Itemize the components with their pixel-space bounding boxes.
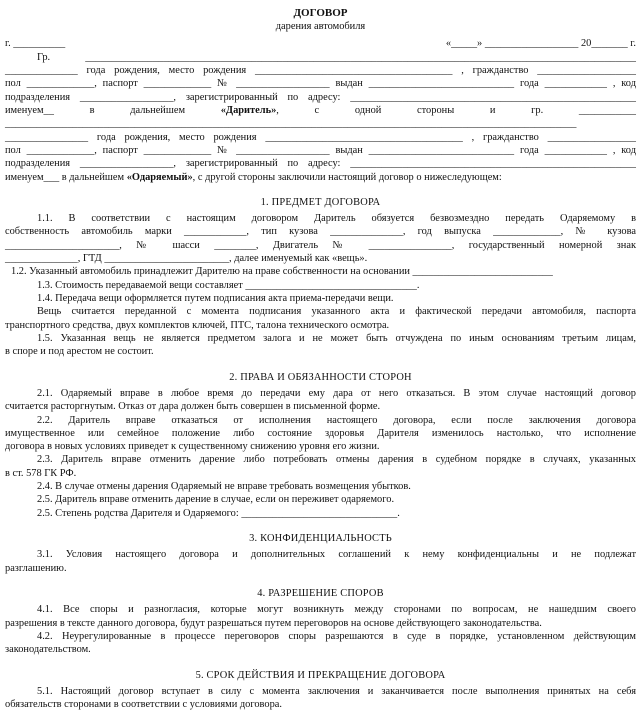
clause-line: 1.1. В соответствии с настоящим договором Даритель обязуется безвозмездно передать Одаряемому в [37, 213, 636, 225]
party-line: ______________ года рождения, место рождения ______________________________________ , гражданство ___________________ [5, 65, 636, 77]
party-line: пол _____________, паспорт _____________ № __________________ выдан ____________________________ года ____________ , код [5, 78, 636, 90]
party-line: именуем__ в дальнейшем «Даритель», с одной стороны и гр. ___________ [5, 104, 636, 116]
party-line: пол _____________, паспорт _____________ № __________________ выдан ____________________________ года ____________ , код [5, 144, 636, 156]
section [5, 669, 636, 711]
clause-line: 2.3. Даритель вправе отменить дарение либо потребовать отмены дарения в судебном порядке в случаях, указанных [37, 454, 636, 466]
clause-line: транспортного средства, двух комплектов ключей, ПТС, талона технического осмотра. [5, 319, 390, 331]
clause-line: в споре и под арестом не состоит. [5, 346, 154, 358]
city-field: г. __________ [5, 38, 66, 50]
clause-line: разглашению. [5, 562, 67, 574]
clause-line: 4.2. Неурегулированные в процессе переговоров споры разрешаются в суде в порядке, установленном действующим [37, 630, 636, 642]
clause-line: 1.5. Указанная вещь не является предметом залога и не может быть отчуждена по иным основаниям третьим лицам, [37, 332, 636, 344]
role-name: «Даритель» [220, 104, 277, 116]
parties-block [5, 51, 636, 184]
clause-line: 1.2. Указанный автомобиль принадлежит Дарителю на праве собственности на основании ___________________________ [11, 266, 553, 278]
clause-line: 4.1. Все споры и разногласия, которые могут возникнуть между сторонами по вопросам, не нашедшим своего [37, 604, 636, 616]
clause-line: Вещь считается переданной с момента подписания указанного акта и фактической передачи автомобиля, паспорта [37, 306, 636, 318]
clause-line: считается расторгнутым. Отказ от дара должен быть совершен в письменной форме. [5, 401, 381, 413]
role-name: «Одаряемый» [126, 171, 193, 183]
clause-line: 2.2. Даритель вправе отказаться от исполнения настоящего договора, если после заключения договора [37, 414, 636, 426]
place-date-line [5, 37, 636, 50]
document-title: ДОГОВОР [293, 7, 348, 19]
section [5, 587, 636, 657]
clause-line: 5.1. Настоящий договор вступает в силу с момента заключения и заканчивается после выполнения принятых на себя [37, 685, 636, 697]
clause-line: ______________, ГТД ________________________, далее именуемый как «вещь». [5, 253, 368, 265]
sections-container [5, 196, 636, 711]
clause-line: договора в новых условиях приведет к существенному снижению уровня его жизни. [5, 441, 380, 453]
section-heading: 4. РАЗРЕШЕНИЕ СПОРОВ [257, 587, 384, 599]
clause-line: законодательством. [5, 644, 91, 656]
section-heading: 5. СРОК ДЕЙСТВИЯ И ПРЕКРАЩЕНИЕ ДОГОВОРА [195, 669, 446, 681]
clause-line: 1.3. Стоимость передаваемой вещи составляет _________________________________. [37, 279, 420, 291]
section-heading: 2. ПРАВА И ОБЯЗАННОСТИ СТОРОН [229, 371, 412, 383]
clause-line: 2.5. Даритель вправе отменить дарение в случае, если он переживет одаряемого. [37, 494, 395, 506]
party-line: Гр. __________________________________________________________________________________________________________ [37, 51, 636, 63]
date-field: «_____» __________________ 20_______ г. [445, 38, 636, 50]
section [5, 196, 636, 359]
clause-line: 3.1. Условия настоящего договора и дополнительных соглашений к нему конфиденциальны и не подлежат [37, 549, 636, 561]
contract-document [5, 6, 636, 711]
clause-line: 1.4. Передача вещи оформляется путем подписания акта приема-передачи вещи. [37, 293, 394, 305]
clause-line: 2.5. Степень родства Дарителя и Одаряемого: ______________________________. [37, 507, 400, 519]
clause-line: ______________________, № шасси ________, Двигатель № ________________, государственный номерной знак [5, 239, 636, 251]
clause-line: 2.4. В случае отмены дарения Одаряемый не вправе требовать возмещения убытков. [37, 481, 411, 493]
document-subtitle: дарения автомобиля [275, 21, 366, 33]
party-line: ______________________________________________________________________________________________________________ [5, 118, 577, 130]
section-heading: 1. ПРЕДМЕТ ДОГОВОРА [260, 196, 381, 208]
clause-line: собственность автомобиль марки ____________, тип кузова ______________, год выпуска _____________, № кузова [5, 226, 636, 238]
section [5, 371, 636, 520]
party-line: ________________ года рождения, место рождения ______________________________________ , гражданство _________________ [5, 131, 636, 143]
section [5, 532, 636, 575]
clause-line: разрешения в тексте данного договора, будут разрешаться путем переговоров на основе действующего законодательства. [5, 617, 542, 629]
party-line: подразделения __________________, зарегистрированный по адресу: _______________________________________________________ [5, 158, 636, 170]
section-heading: 3. КОНФИДЕНЦИАЛЬНОСТЬ [249, 533, 392, 545]
party-line: подразделения __________________, зарегистрированный по адресу: _______________________________________________________ [5, 91, 636, 103]
clause-line: в ст. 578 ГК РФ. [5, 467, 77, 479]
clause-line: обязательств сторонами в соответствии с условиями договора. [5, 699, 282, 711]
party-line: именуем___ в дальнейшем «Одаряемый», с другой стороны заключили настоящий договор о нижеследующем: [5, 171, 502, 183]
clause-line: 2.1. Одаряемый вправе в любое время до передачи ему дара от него отказаться. В этом случае настоящий договор [37, 387, 636, 399]
clause-line: имущественное или семейное положение либо состояние здоровья Дарителя изменилось настолько, что исполнение [5, 427, 636, 439]
